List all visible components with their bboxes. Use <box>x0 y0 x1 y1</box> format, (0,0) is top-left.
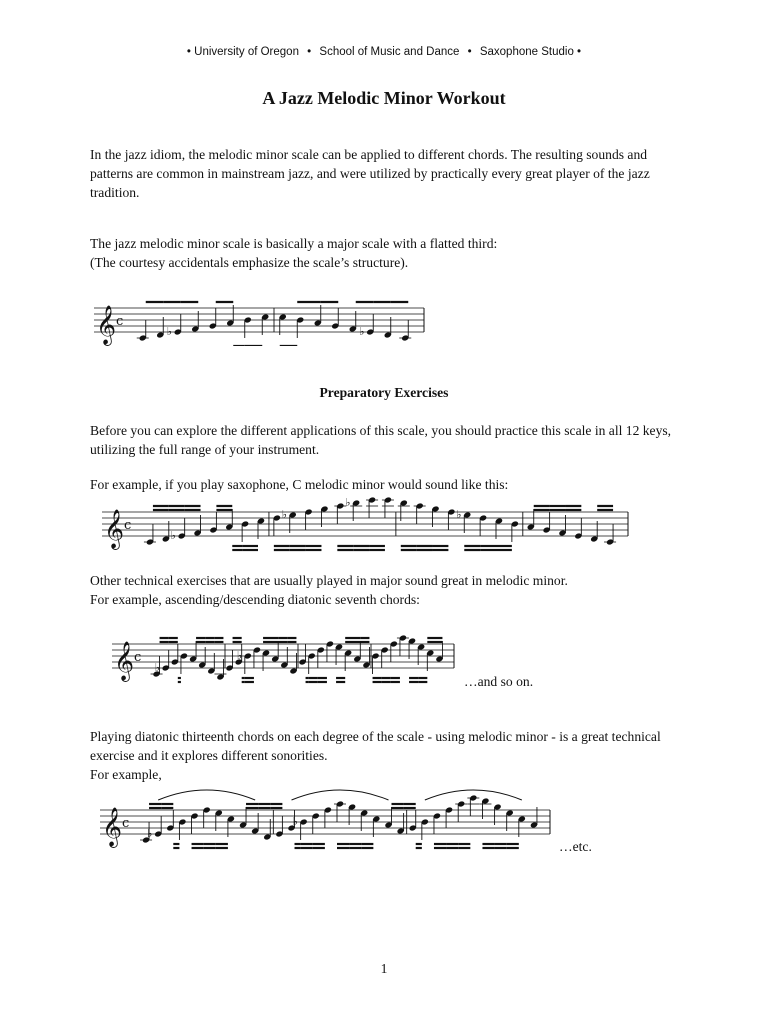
flat-icon: ♭ <box>359 325 365 338</box>
document-header <box>0 46 768 58</box>
bullet-icon: • <box>186 46 191 58</box>
flat-icon: ♭ <box>345 496 351 509</box>
time-signature: c <box>134 650 142 665</box>
flat-icon: ♭ <box>236 649 243 662</box>
header-university: University of Oregon <box>194 46 299 58</box>
flat-icon: ♭ <box>281 508 287 521</box>
slur <box>292 790 389 800</box>
page-number: 1 <box>380 961 388 976</box>
technical-text <box>90 571 690 609</box>
flat-icon: ♭ <box>147 827 153 840</box>
flat-icon: ♭ <box>170 529 176 542</box>
thirteenth-line-1: Playing diatonic thirteenth chords on each degree of the scale - using melodic minor - is a great technical exercise and it explores different sonorities. <box>90 729 661 763</box>
treble-clef-icon: 𝄞 <box>96 305 117 345</box>
section-title: Preparatory Exercises <box>319 385 449 400</box>
header-school: School of Music and Dance <box>319 46 460 58</box>
flat-icon: ♭ <box>166 325 172 338</box>
music-staff-sax <box>98 496 634 552</box>
header-studio: Saxophone Studio <box>479 46 574 58</box>
prep-paragraph: Before you can explore the different applications of this scale, you should practice this scale in all 12 keys, utilizing the full range of your instrument. <box>90 423 672 457</box>
bullet-icon: • <box>467 46 472 58</box>
flat-icon: ♭ <box>456 508 462 521</box>
scale-intro-line-2: (The courtesy accidentals emphasize the scale’s structure). <box>90 255 409 270</box>
page-title: A Jazz Melodic Minor Workout <box>262 88 506 108</box>
thirteenth-line-2: For example, <box>90 767 162 782</box>
slur <box>158 790 255 800</box>
bullet-icon: • <box>577 46 582 58</box>
music-staff-scale <box>90 288 430 346</box>
treble-clef-icon: 𝄞 <box>102 807 123 847</box>
technical-line-2: For example, ascending/descending diatonic seventh chords: <box>90 592 420 607</box>
time-signature: c <box>124 518 132 533</box>
and-so-on-text: …and so on. <box>464 674 534 689</box>
scale-intro-line-1: The jazz melodic minor scale is basically a major scale with a flatted third: <box>90 236 498 251</box>
etc-text: …etc. <box>559 839 592 854</box>
treble-clef-icon: 𝄞 <box>104 509 125 549</box>
flat-icon: ♭ <box>292 815 298 828</box>
intro-paragraph: In the jazz idiom, the melodic minor scale can be applied to different chords. The resulting sounds and patterns are common in mainstream jazz, and were utilized by practically every great player of the jazz tradition. <box>90 147 650 200</box>
music-staff-sevenths <box>108 628 460 684</box>
time-signature: c <box>122 816 130 831</box>
music-staff-thirteenths <box>96 780 556 850</box>
bullet-icon: • <box>307 46 312 58</box>
treble-clef-icon: 𝄞 <box>114 641 135 681</box>
scale-intro <box>90 234 690 272</box>
thirteenth-text <box>90 727 690 784</box>
flat-icon: ♭ <box>154 661 160 674</box>
sax-example-text: For example, if you play saxophone, C melodic minor would sound like this: <box>90 477 509 492</box>
technical-line-1: Other technical exercises that are usually played in major sound great in melodic minor. <box>90 573 568 588</box>
time-signature: c <box>116 314 124 329</box>
